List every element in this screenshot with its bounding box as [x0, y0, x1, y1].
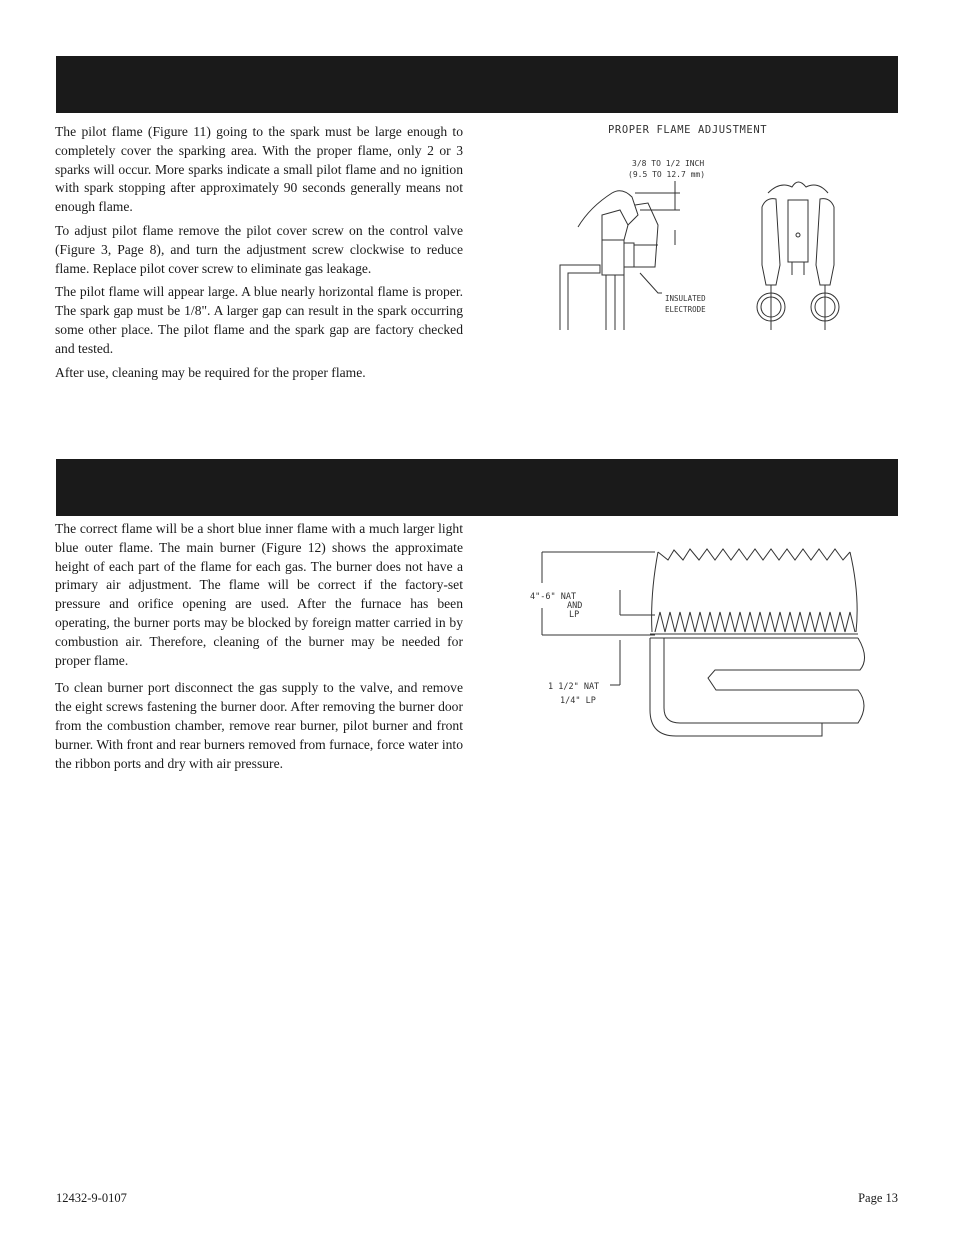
section-header-bar-burner: [56, 459, 898, 516]
paragraph: The correct flame will be a short blue inner flame with a much larger light blue outer flame. The main burner (Figure 12) shows the approximate height of each part of the flame for each gas. The burner does not have a primary air adjustment. The flame will be correct if the factory-set pressure and orifice opening are used. After the furnace has been operating, the burner ports may be blocked by foreign matter carried in by combustion air. Therefore, cleaning of the burner may be needed for proper flame.: [55, 521, 463, 668]
pilot-flame-text: [55, 123, 463, 387]
paragraph: The pilot flame will appear large. A blue nearly horizontal flame is proper. The spark gap must be 1/8". A larger gap can result in the spark occurring some other place. The pilot flame and the spark gap are factory checked and tested.: [55, 284, 463, 356]
burner-body: [650, 638, 865, 736]
pilot-assembly-front-view: [757, 182, 839, 330]
electrode-label-line1: INSULATED: [665, 294, 706, 303]
outer-flame-label-line1: 4"-6" NAT: [530, 592, 577, 602]
inner-flame-label-line2: 1/4" LP: [560, 696, 596, 706]
dimension-label-line2: (9.5 TO 12.7 mm): [628, 170, 706, 179]
outer-flame-label-line2: AND: [567, 601, 583, 611]
page-number: Page 13: [858, 1191, 898, 1205]
section-header-bar-pilot: [56, 56, 898, 113]
paragraph: After use, cleaning may be required for the proper flame.: [55, 364, 366, 380]
figure-title: PROPER FLAME ADJUSTMENT: [608, 124, 768, 136]
burner-flame-outline: [650, 549, 858, 638]
dimension-lines: [542, 552, 655, 685]
electrode-label-line2: ELECTRODE: [665, 305, 706, 314]
burner-flame-figure: [520, 540, 870, 745]
pilot-flame-figure: [540, 115, 880, 335]
document-number: 12432-9-0107: [56, 1191, 127, 1205]
dimension-label-line1: 3/8 TO 1/2 INCH: [632, 159, 705, 168]
paragraph: The pilot flame (Figure 11) going to the spark must be large enough to completely cover the sparking area. With the proper flame, only 2 or 3 sparks will occur. More sparks indicate a small pilot flame and no ignition with spark stopping after approximately 90 seconds generally means not enough flame.: [55, 124, 463, 215]
paragraph: To adjust pilot flame remove the pilot cover screw on the control valve (Figure 3, Page 8), and turn the adjustment screw clockwise to reduce flame. Replace pilot cover screw to eliminate gas leakage.: [55, 222, 463, 276]
burner-flame-text: [55, 520, 463, 778]
pilot-assembly-side-view: [560, 191, 662, 330]
outer-flame-label-line3: LP: [569, 610, 580, 620]
paragraph: To clean burner port disconnect the gas supply to the valve, and remove the eight screws fastening the burner door. After removing the burner door from the combustion chamber, remove rear burner, pilot burner and front burner. With front and rear burners removed from furnace, force water into the ribbon ports and dry with air pressure.: [55, 680, 463, 771]
inner-flame-label-line1: 1 1/2" NAT: [548, 682, 600, 692]
